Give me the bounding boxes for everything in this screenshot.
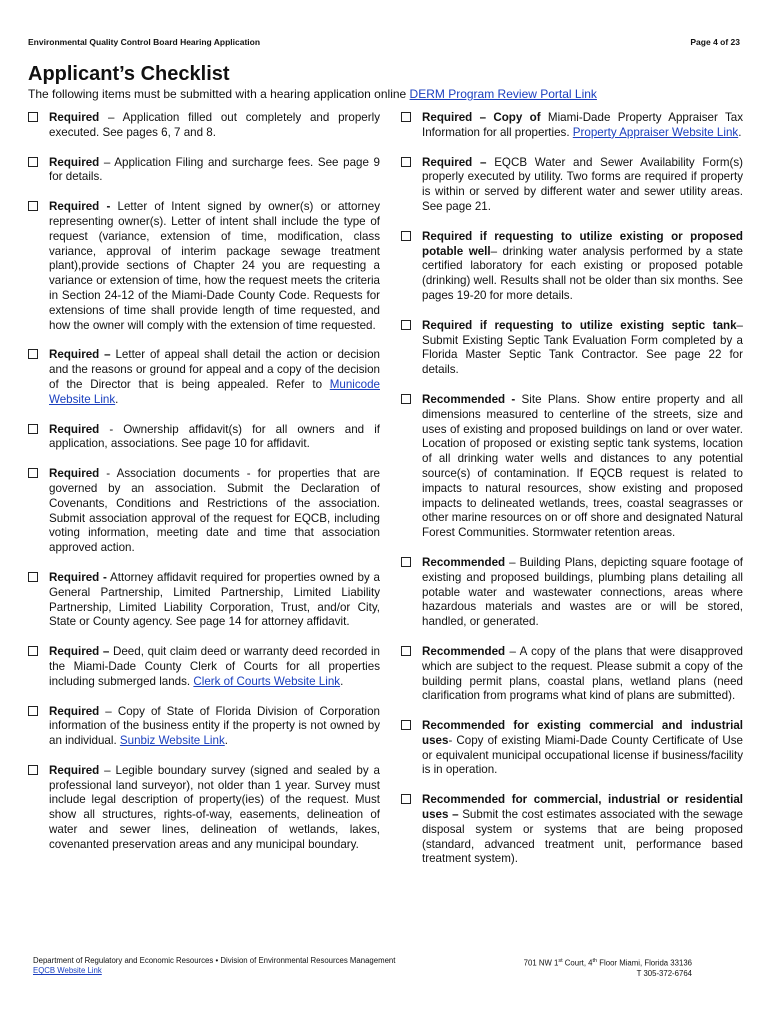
footer-address <box>524 956 692 979</box>
address-part: 701 NW 1 <box>523 958 559 968</box>
item-label: Required <box>49 422 100 436</box>
municode-link[interactable]: Municode Website Link <box>49 377 380 406</box>
checkbox[interactable] <box>401 231 411 241</box>
checklist-item <box>28 645 380 689</box>
item-label: Required if requesting to utilize existing septic tank <box>422 318 737 332</box>
checklist-item <box>401 230 743 304</box>
item-text-end: . <box>340 674 344 688</box>
item-text: – Building Plans, depicting square footage of existing and proposed buildings, plumbing plans detailing all potable water and wastewater connections, areas where hazardous materials and wastes are or will be stored, handled, or generated. <box>422 555 743 629</box>
checklist-item <box>401 319 743 378</box>
item-text: Deed, quit claim deed or warranty deed recorded in the Miami-Dade County Clerk of Courts for all properties including submerged lands. <box>49 645 380 688</box>
checklist-item <box>401 556 743 630</box>
checkbox[interactable] <box>28 349 38 359</box>
item-text-end: . <box>115 392 119 406</box>
item-text: Submit the cost estimates associated with the sewage disposal system or systems that are being proposed (standard, advanced treatment unit, performance based treatment system). <box>422 808 743 866</box>
item-text: - Copy of existing Miami-Dade County Certificate of Use or equivalent municipal occupational license if business/facility is in operation. <box>422 733 743 777</box>
item-label: Required – <box>49 348 111 362</box>
item-text: – Application Filing and surcharge fees. See page 9 for details. <box>49 155 380 184</box>
item-text: - Ownership affidavit(s) for all owners and if application, associations. See page 10 for affidavit. <box>49 422 380 451</box>
item-label: Recommended for existing commercial and industrial uses <box>422 719 743 747</box>
checklist-item <box>28 764 380 853</box>
checklist-item <box>28 156 380 186</box>
item-label: Required – <box>49 645 110 659</box>
header-document-title: Environmental Quality Control Board Hearing Application <box>28 37 261 47</box>
checkbox[interactable] <box>28 572 38 582</box>
item-text: Site Plans. Show entire property and all dimensions measured to centerline of the streets, size and uses of existing and proposed buildings on land or over water. Location of proposed or existing septic tank systems, location of all drinking water wells and distances to any potential source(s) of contamination. If EQCB request is related to impacts to natural resources, show existing and proposed impacts to delineated wetlands, trees, coastal seagrasses or other marine resources on or off shore and designated Natural Forest Communities. Stormwater retention areas. <box>422 392 743 540</box>
checklist-item <box>28 111 380 141</box>
item-label: Required - <box>49 200 111 214</box>
item-label: Required - <box>49 570 107 584</box>
checkbox[interactable] <box>28 201 38 211</box>
footer-address-line <box>524 956 692 969</box>
item-label: Required <box>49 467 100 481</box>
item-label: Recommended <box>422 555 506 569</box>
item-text: Attorney affidavit required for properties owned by a General Partnership, Limited Partnership, Limited Liability Partnership, Limited Liability Corporation, Trust, and/or City, State or County agency. See page 14 for attorney affidavit. <box>49 570 380 629</box>
item-text: – Application filled out completely and properly executed. See pages 6, 7 and 8. <box>49 111 380 139</box>
item-text: – A copy of the plans that were disapproved which are subject to the request. Please submit a copy of the building permit plans, coastal plans, wetland plans (need clarification from programs what kind of plans are submitted). <box>422 644 743 703</box>
address-part: Court, 4 <box>562 958 593 968</box>
sunbiz-link[interactable]: Sunbiz Website Link <box>119 734 225 748</box>
item-text-end: . <box>224 734 228 748</box>
item-label: Required <box>49 704 100 718</box>
item-text: – drinking water analysis performed by a state certified laboratory for each existing or proposed potable (drinking) well. Results shall not be older than six months. See pages 19-20 for more details. <box>422 244 743 302</box>
checkbox[interactable] <box>401 394 411 404</box>
checklist-item <box>401 393 743 541</box>
footer-phone: T 305-372-6764 <box>636 968 692 978</box>
item-label: Required – <box>422 155 487 169</box>
checkbox[interactable] <box>28 765 38 775</box>
item-label: Required <box>49 155 100 169</box>
checklist-item <box>28 467 380 556</box>
item-text: Letter of Intent signed by owner(s) or attorney representing owner(s). Letter of intent shall include the type of request (variance, extension of time, modification, class variance, approval of interim package sewage treatment plant),provide sections of Chapter 24 you are requesting a variance or extension of time, how the request meets the criteria in Section 24-12 of the Miami-Dade County Code. Requests for extensions of time shall provide length of time requested, and how the owner will comply with the extension of time requested. <box>49 200 380 332</box>
item-text: - Association documents - for properties that are governed by an association. Submit the Declaration of Covenants, Conditions and Restrictions of the association. Submit association approval of the request for EQCB, including voting information, meeting date and time that association approved action. <box>49 467 380 555</box>
item-label: Required <box>49 763 100 777</box>
item-text: – Submit Existing Septic Tank Evaluation Form completed by a Florida Master Septic Tank Contractor. See page 22 for details. <box>422 318 743 377</box>
checkbox[interactable] <box>401 557 411 567</box>
checkbox[interactable] <box>401 646 411 656</box>
address-sup: st <box>558 958 563 964</box>
checkbox[interactable] <box>28 112 38 122</box>
checklist-item <box>401 111 743 141</box>
clerk-of-courts-link[interactable]: Clerk of Courts Website Link <box>193 674 341 688</box>
checklist-item <box>28 200 380 333</box>
checklist-item <box>401 793 743 867</box>
property-appraiser-link[interactable]: Property Appraiser Website Link <box>572 125 739 139</box>
derm-portal-link[interactable]: DERM Program Review Portal Link <box>409 87 597 101</box>
item-label: Recommended for commercial, industrial or residential uses – <box>422 793 743 822</box>
checkbox[interactable] <box>28 424 38 434</box>
item-text: – Copy of State of Florida Division of Corporation information of the business entity if the property is not owned by an individual. <box>49 704 380 748</box>
checkbox[interactable] <box>28 646 38 656</box>
footer-department <box>33 956 395 976</box>
item-label: Recommended <box>422 644 506 658</box>
intro-paragraph <box>28 87 597 101</box>
checkbox[interactable] <box>28 468 38 478</box>
item-text: EQCB Water and Sewer Availability Form(s) properly executed by utility. Two forms are required if property is within or served by different water and sewer utility areas. See page 21. <box>422 155 743 213</box>
checkbox[interactable] <box>401 320 411 330</box>
address-part: Floor Miami, Florida 33136 <box>597 958 692 968</box>
checklist-item <box>401 156 743 215</box>
checkbox[interactable] <box>401 112 411 122</box>
checklist-left-column <box>28 111 380 853</box>
item-text: Letter of appeal shall detail the action or decision and the reasons or ground for appeal and a copy of the decision of the Director that is being appealed. Refer to <box>49 348 380 391</box>
checklist-item <box>28 423 380 453</box>
checklist-item <box>401 645 743 704</box>
checklist-right-column <box>401 111 743 867</box>
checkbox[interactable] <box>401 794 411 804</box>
checklist-item <box>28 705 380 749</box>
address-sup: th <box>592 958 598 964</box>
checklist-item <box>28 348 380 407</box>
header-page-number: Page 4 of 23 <box>690 37 740 47</box>
footer-department-text: Department of Regulatory and Economic Resources • Division of Environmental Resources Management <box>33 956 396 965</box>
checkbox[interactable] <box>28 706 38 716</box>
intro-text: The following items must be submitted with a hearing application online <box>28 87 410 101</box>
checklist-item <box>28 571 380 630</box>
page-title: Applicant’s Checklist <box>28 63 230 85</box>
item-label: Recommended - <box>422 392 516 406</box>
checkbox[interactable] <box>28 157 38 167</box>
item-text-end: . <box>738 125 742 139</box>
checklist-item <box>401 719 743 778</box>
eqcb-website-link[interactable]: EQCB Website Link <box>33 966 102 975</box>
item-text: – Legible boundary survey (signed and sealed by a professional land surveyor), not older than 1 year. Survey must include legal description of property(ies) of the request. Must show all structures, rights-of-way, easements, delineation of water and sewer lines, delineation of wetlands, lakes, covenanted preservation areas and any municipal boundary. <box>49 763 380 851</box>
checkbox[interactable] <box>401 720 411 730</box>
item-label: Required <box>49 111 100 124</box>
item-label: Required – Copy of <box>422 111 541 124</box>
checkbox[interactable] <box>401 157 411 167</box>
item-label: Required if requesting to utilize existing or proposed potable well <box>422 229 743 258</box>
item-text: Miami-Dade Property Appraiser Tax Information for all properties. <box>422 111 743 139</box>
